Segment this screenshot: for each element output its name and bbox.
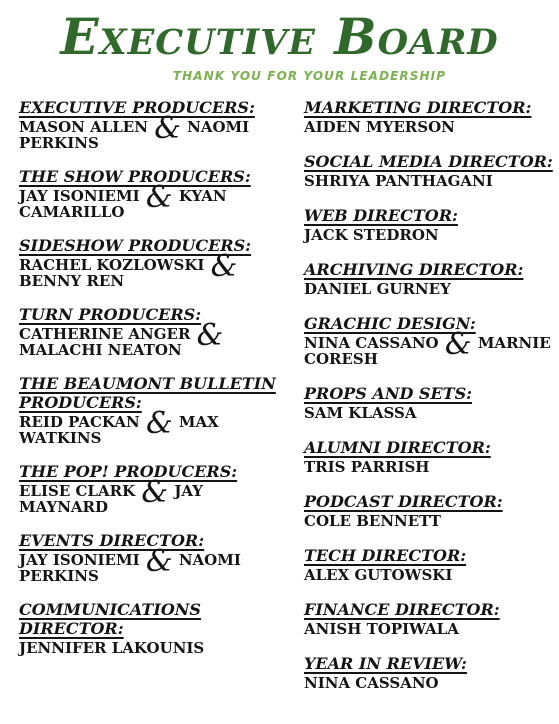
role-year-in-review bbox=[304, 654, 554, 691]
role-title: SIDESHOW PRODUCERS: bbox=[19, 236, 252, 255]
right-column bbox=[304, 98, 554, 691]
role-title: THE POP! PRODUCERS: bbox=[19, 462, 238, 481]
role-title: ARCHIVING DIRECTOR: bbox=[304, 260, 524, 279]
role-names bbox=[19, 249, 281, 290]
role-names bbox=[304, 327, 554, 368]
role-title: TECH DIRECTOR: bbox=[304, 546, 467, 565]
role-title: EVENTS DIRECTOR: bbox=[19, 531, 205, 550]
role-names bbox=[19, 318, 281, 359]
role-names bbox=[19, 544, 281, 585]
role-title: EXECUTIVE PRODUCERS: bbox=[19, 98, 255, 117]
ampersand: & bbox=[141, 475, 169, 510]
name: JENNIFER LAKOUNIS bbox=[19, 639, 205, 657]
role-sideshow-producers bbox=[19, 236, 281, 289]
role-archiving-director bbox=[304, 260, 554, 297]
role-names: TRIS PARRISH bbox=[304, 458, 430, 476]
role-names bbox=[19, 111, 281, 152]
role-podcast-director bbox=[304, 492, 554, 529]
role-executive-producers bbox=[19, 98, 281, 151]
role-names: ANISH TOPIWALA bbox=[304, 620, 459, 638]
role-title: THE BEAUMONT BULLETIN PRODUCERS: bbox=[19, 374, 276, 412]
role-title: SOCIAL MEDIA DIRECTOR: bbox=[304, 152, 553, 171]
role-pop-producers bbox=[19, 462, 281, 515]
role-title: YEAR IN REVIEW: bbox=[304, 654, 467, 673]
ampersand: & bbox=[154, 111, 181, 146]
role-names: ALEX GUTOWSKI bbox=[304, 566, 453, 584]
role-title: FINANCE DIRECTOR: bbox=[304, 600, 500, 619]
ampersand: & bbox=[145, 544, 173, 579]
role-graphic-design bbox=[304, 314, 554, 367]
role-names bbox=[19, 475, 281, 516]
ampersand: & bbox=[145, 180, 173, 215]
name: JAY ISONIEMI bbox=[19, 187, 140, 205]
name: NAOMI PERKINS bbox=[19, 551, 241, 585]
role-title: MARKETING DIRECTOR: bbox=[304, 98, 532, 117]
name: RACHEL KOZLOWSKI bbox=[19, 256, 205, 274]
role-names: DANIEL GURNEY bbox=[304, 280, 451, 298]
name: JAY MAYNARD bbox=[19, 482, 204, 516]
name: MAX WATKINS bbox=[19, 413, 219, 447]
name: MASON ALLEN bbox=[19, 118, 148, 136]
ampersand: & bbox=[145, 406, 173, 441]
ampersand: & bbox=[210, 249, 238, 284]
role-names: SHRIYA PANTHAGANI bbox=[304, 172, 493, 190]
role-beaumont-bulletin-producers bbox=[19, 374, 281, 446]
role-web-director bbox=[304, 206, 554, 243]
role-title: ALUMNI DIRECTOR: bbox=[304, 438, 491, 457]
name: REID PACKAN bbox=[19, 413, 140, 431]
page-title: Executive Board bbox=[60, 7, 499, 66]
role-title: GRACHIC DESIGN: bbox=[304, 314, 476, 333]
name: KYAN CAMARILLO bbox=[19, 187, 227, 221]
role-names bbox=[19, 641, 281, 656]
role-title: THE SHOW PRODUCERS: bbox=[19, 167, 251, 186]
page-subtitle: THANK YOU FOR YOUR LEADERSHIP bbox=[172, 69, 447, 83]
role-title: WEB DIRECTOR: bbox=[304, 206, 458, 225]
role-title: COMMUNICATIONS DIRECTOR: bbox=[19, 600, 201, 638]
name: BENNY REN bbox=[19, 272, 125, 290]
name: JAY ISONIEMI bbox=[19, 551, 140, 569]
role-names: COLE BENNETT bbox=[304, 512, 441, 530]
role-events-director bbox=[19, 531, 281, 584]
left-column bbox=[19, 98, 281, 656]
name: ELISE CLARK bbox=[19, 482, 136, 500]
ampersand: & bbox=[196, 318, 224, 353]
role-communications-director bbox=[19, 600, 281, 656]
role-title: PROPS AND SETS: bbox=[304, 384, 473, 403]
role-names: AIDEN MYERSON bbox=[304, 118, 455, 136]
role-turn-producers bbox=[19, 305, 281, 358]
role-tech-director bbox=[304, 546, 554, 583]
role-social-media-director bbox=[304, 152, 554, 189]
name: MARNIE CORESH bbox=[304, 334, 551, 368]
role-title: PODCAST DIRECTOR: bbox=[304, 492, 503, 511]
role-names bbox=[19, 406, 281, 447]
name: CATHERINE ANGER bbox=[19, 325, 191, 343]
name: MALACHI NEATON bbox=[19, 341, 182, 359]
role-finance-director bbox=[304, 600, 554, 637]
name: NINA CASSANO bbox=[304, 334, 439, 352]
role-props-and-sets bbox=[304, 384, 554, 421]
role-marketing-director bbox=[304, 98, 554, 135]
header bbox=[0, 0, 559, 92]
role-names: SAM KLASSA bbox=[304, 404, 417, 422]
role-names: NINA CASSANO bbox=[304, 674, 439, 692]
ampersand: & bbox=[444, 327, 472, 362]
role-title: TURN PRODUCERS: bbox=[19, 305, 202, 324]
role-names bbox=[19, 180, 281, 221]
role-show-producers bbox=[19, 167, 281, 220]
role-alumni-director bbox=[304, 438, 554, 475]
name: NAOMI PERKINS bbox=[19, 118, 250, 152]
role-names: JACK STEDRON bbox=[304, 226, 439, 244]
